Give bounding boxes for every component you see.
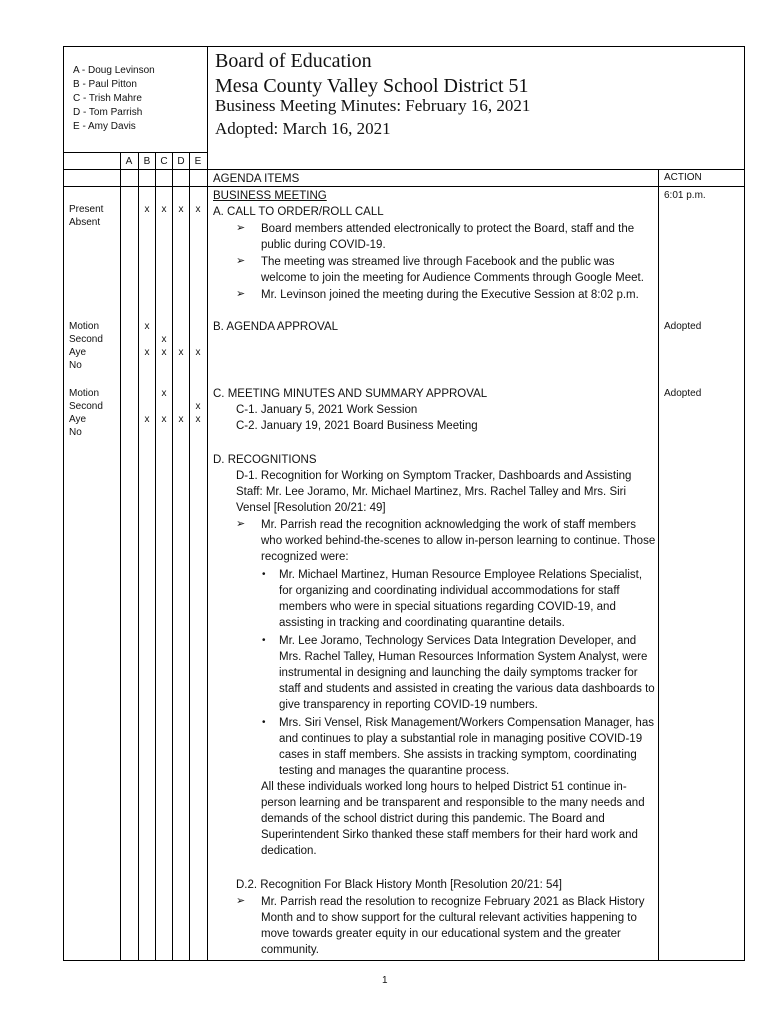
header-divider bbox=[207, 46, 208, 961]
meeting-subtitle: Business Meeting Minutes: February 16, 2021 bbox=[215, 96, 531, 115]
recognition-text: members who were in special situations regarding COVID-19, and bbox=[279, 601, 616, 613]
vote-col-line bbox=[172, 152, 173, 961]
column-header-c: C bbox=[160, 156, 168, 167]
dot-bullet-icon: • bbox=[262, 635, 266, 646]
item-c-line: C-2. January 19, 2021 Board Business Meeting bbox=[236, 420, 478, 432]
column-header-d: D bbox=[177, 156, 185, 167]
vote-col-line bbox=[155, 152, 156, 961]
vote-mark: x bbox=[144, 414, 150, 425]
board-member: E - Amy Davis bbox=[73, 121, 136, 132]
item-d2-bullet-text: Mr. Parrish read the resolution to recognize February 2021 as Black History bbox=[261, 896, 645, 908]
vote-label: No bbox=[69, 427, 82, 438]
vote-mark: x bbox=[178, 347, 184, 358]
vote-mark: x bbox=[144, 204, 150, 215]
vote-label: Second bbox=[69, 334, 103, 345]
vote-col-line bbox=[138, 152, 139, 961]
item-d1-text: Staff: Mr. Lee Joramo, Mr. Michael Martinez, Mrs. Rachel Talley and Mrs. Siri bbox=[236, 486, 627, 498]
dot-bullet-icon: • bbox=[262, 569, 266, 580]
vote-label: Motion bbox=[69, 388, 100, 399]
item-c-action: Adopted bbox=[664, 388, 702, 399]
recognition-text: cases in staff members. She assists in tracking symptom, coordinating bbox=[279, 749, 637, 761]
vote-mark: x bbox=[144, 321, 150, 332]
table-left-border bbox=[63, 46, 64, 961]
recognition-text: Mr. Lee Joramo, Technology Services Data Integration Developer, and bbox=[279, 635, 637, 647]
recognition-text: testing and manages the quarantine process. bbox=[279, 765, 510, 777]
arrow-bullet-icon: ➢ bbox=[236, 895, 246, 907]
recognition-text: for organizing and coordinating individual accommodations for staff bbox=[279, 585, 620, 597]
dot-bullet-icon: • bbox=[262, 717, 266, 728]
item-a-text: public during COVID-19. bbox=[261, 239, 386, 251]
recognition-text: Mrs. Siri Vensel, Risk Management/Workers Compensation Manager, has bbox=[279, 717, 654, 729]
closing-text: person learning and be transparent and responsible to the many needs and bbox=[261, 797, 645, 809]
board-member: C - Trish Mahre bbox=[73, 93, 142, 104]
item-d2-bullet-text: Month and to show support for the cultural relevant activities happening to bbox=[261, 912, 637, 924]
item-d1-bullet-text: Mr. Parrish read the recognition acknowledging the work of staff members bbox=[261, 519, 636, 531]
closing-text: Superintendent Sirko thanked these staff members for their hard work and bbox=[261, 829, 638, 841]
item-a-text: The meeting was streamed live through Facebook and the public was bbox=[261, 256, 615, 268]
section-title: BUSINESS MEETING bbox=[213, 190, 327, 202]
recognition-text: instrumental in designing and launching the daily symptoms tracker for bbox=[279, 667, 638, 679]
column-header-b: B bbox=[143, 156, 151, 167]
action-divider bbox=[658, 170, 659, 961]
recognition-text: assisting in tracking and coordinating quarantine details. bbox=[279, 617, 565, 629]
table-top-border bbox=[63, 46, 745, 47]
vote-mark: x bbox=[195, 347, 201, 358]
recognition-text: Mrs. Rachel Talley, Human Resources Information System Analyst, were bbox=[279, 651, 648, 663]
vote-mark: x bbox=[178, 414, 184, 425]
page-title: Board of Education bbox=[215, 50, 372, 72]
item-d2-heading: D.2. Recognition For Black History Month [Resolution 20/21: 54] bbox=[236, 879, 562, 891]
vote-label: Motion bbox=[69, 321, 100, 332]
recognition-text: Mr. Michael Martinez, Human Resource Employee Relations Specialist, bbox=[279, 569, 643, 581]
vote-label: Aye bbox=[69, 414, 87, 425]
closing-text: All these individuals worked long hours to helped District 51 continue in- bbox=[261, 781, 627, 793]
agenda-items-header: AGENDA ITEMS bbox=[213, 173, 300, 185]
board-member: A - Doug Levinson bbox=[73, 65, 155, 76]
roll-call-time: 6:01 p.m. bbox=[664, 190, 706, 201]
district-name: Mesa County Valley School District 51 bbox=[215, 75, 529, 97]
vote-mark: x bbox=[161, 334, 167, 345]
member-list-bottom bbox=[63, 152, 208, 153]
adopted-date: Adopted: March 16, 2021 bbox=[215, 119, 391, 138]
action-header: ACTION bbox=[664, 172, 702, 183]
item-a-heading: A. CALL TO ORDER/ROLL CALL bbox=[213, 206, 384, 218]
item-a-text: Board members attended electronically to protect the Board, staff and the bbox=[261, 223, 635, 235]
vote-col-line bbox=[189, 152, 190, 961]
column-header-bottom bbox=[63, 169, 745, 170]
vote-mark: x bbox=[195, 204, 201, 215]
vote-mark: x bbox=[178, 204, 184, 215]
vote-mark: x bbox=[195, 414, 201, 425]
table-right-border bbox=[744, 46, 745, 961]
item-a-text: welcome to join the meeting for Audience Comments through Google Meet. bbox=[261, 272, 644, 284]
vote-mark: x bbox=[161, 347, 167, 358]
page-number: 1 bbox=[382, 975, 388, 986]
item-d-heading: D. RECOGNITIONS bbox=[213, 454, 317, 466]
arrow-bullet-icon: ➢ bbox=[236, 518, 246, 530]
vote-label: No bbox=[69, 360, 82, 371]
item-d1-text: D-1. Recognition for Working on Symptom Tracker, Dashboards and Assisting bbox=[236, 470, 632, 482]
arrow-bullet-icon: ➢ bbox=[236, 255, 246, 267]
recognition-text: give transparency in reporting COVID-19 numbers. bbox=[279, 699, 538, 711]
arrow-bullet-icon: ➢ bbox=[236, 222, 246, 234]
board-member: B - Paul Pitton bbox=[73, 79, 137, 90]
item-d2-bullet-text: community. bbox=[261, 944, 319, 956]
item-d2-bullet-text: move towards greater equity in our educational system and the greater bbox=[261, 928, 621, 940]
table-bottom-border bbox=[63, 960, 745, 961]
column-header-a: A bbox=[125, 156, 133, 167]
item-a-text: Mr. Levinson joined the meeting during the Executive Session at 8:02 p.m. bbox=[261, 289, 639, 301]
vote-label: Absent bbox=[69, 217, 101, 228]
vote-mark: x bbox=[161, 414, 167, 425]
recognition-text: staff and students and assisted in creating the various data dashboards to bbox=[279, 683, 655, 695]
vote-label: Aye bbox=[69, 347, 87, 358]
vote-label: Present bbox=[69, 204, 104, 215]
item-b-heading: B. AGENDA APPROVAL bbox=[213, 321, 339, 333]
item-d1-bullet-text: recognized were: bbox=[261, 551, 349, 563]
item-c-line: C-1. January 5, 2021 Work Session bbox=[236, 404, 418, 416]
item-d1-bullet-text: who worked behind-the-scenes to allow in-person learning to continue. Those bbox=[261, 535, 656, 547]
closing-text: dedication. bbox=[261, 845, 317, 857]
header-row-bottom bbox=[63, 186, 745, 187]
item-d1-text: Vensel [Resolution 20/21: 49] bbox=[236, 502, 386, 514]
item-b-action: Adopted bbox=[664, 321, 702, 332]
vote-mark: x bbox=[195, 401, 201, 412]
recognition-text: and continues to play a substantial role in managing positive COVID-19 bbox=[279, 733, 643, 745]
vote-label: Second bbox=[69, 401, 103, 412]
vote-mark: x bbox=[161, 388, 167, 399]
board-member: D - Tom Parrish bbox=[73, 107, 143, 118]
item-c-heading: C. MEETING MINUTES AND SUMMARY APPROVAL bbox=[213, 388, 488, 400]
vote-mark: x bbox=[144, 347, 150, 358]
closing-text: demands of the school district during this pandemic. The Board and bbox=[261, 813, 605, 825]
arrow-bullet-icon: ➢ bbox=[236, 288, 246, 300]
column-header-e: E bbox=[194, 156, 202, 167]
vote-col-line bbox=[120, 152, 121, 961]
vote-mark: x bbox=[161, 204, 167, 215]
